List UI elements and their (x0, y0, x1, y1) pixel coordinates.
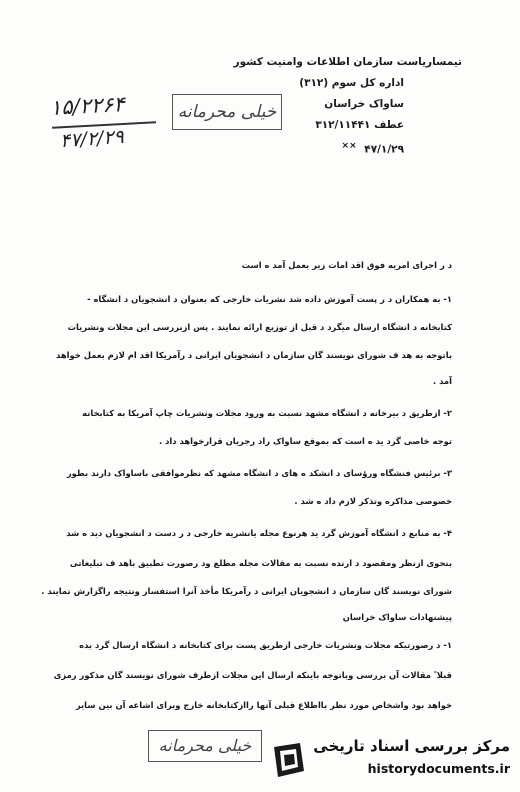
body-line: خصوصی مذاکره وتذکر لازم داد ه شد . (294, 496, 452, 506)
body-line: خواهد بود واشخاص مورد نظر بااطلاع قبلی آنها راازکتابخانه خارج وبرای اشاعه آن بین سایر (75, 700, 452, 710)
watermark-title: مرکز بررسی اسناد تاریخی (313, 737, 510, 755)
body-line: آمد . (433, 376, 452, 386)
archive-watermark (270, 735, 514, 787)
body-line: د ر اجرای امریه فوق اقد امات زیر بعمل آمد ه است (241, 260, 452, 270)
body-line: شورای نویسند گان سازمان د انشجویان ایرانی د رآمریکا مأخذ آنرا استفسار ونتیجه راگزارش نمایند . (41, 586, 452, 596)
header-recipient: تیمساریاست سازمان اطلاعات وامنیت کشور (233, 56, 462, 68)
body-line: بنحوی ازنظر ومقصود د ارنده نسبت به مقالات مجله مطلع ود رصورت تطبیق باهد ف تبلیغاتی (69, 558, 452, 568)
body-line: توجه خاصی گرد ید ه است که بموقع ساواک راد رجریان قرارخواهد داد . (159, 436, 452, 446)
body-line: ۴- به منابع د انشگاه آموزش گرد ید هرنوع مجله یانشریه خارجی د ر دست د انشجویان دید ه شد (66, 528, 452, 538)
handwritten-number: ۱۵/۲۲۶۴ (49, 92, 126, 120)
header-department: اداره کل سوم (۳۱۲) (299, 77, 404, 89)
body-line: پیشنهادات ساواک خراسان (342, 612, 452, 622)
body-line: قبلا ً مقالات آن بررسی وباتوجه باینکه ارسال این مجلات ازطرف شورای نویسند گان مذکور رمزی (53, 670, 452, 680)
body-line: کتابخانه د انشگاه ارسال میگرد د قبل از توزیع ارائه نمایند . پس ازبررسی این مجلات ونشریات (67, 322, 452, 332)
body-line: باتوجه به هد ف شورای نویسند گان سازمان د انشجویان ایرانی د رآمریکا اقد ام لازم بعمل خواهد (56, 350, 452, 360)
header-date-row (222, 136, 404, 161)
archive-logo-icon (270, 741, 308, 781)
body-line: ۳- برئیس فنشگاه ورؤسای د انشکد ه های د انشگاه مشهد که نظرموافقی باساواک دارند بطور (66, 468, 452, 478)
header-reference: عطف ۳۱۲/۱۱۴۴۱ (315, 119, 404, 131)
body-line: ۲- ازطریق د بیرخانه د انشگاه مشهد نسبت به ورود مجلات ونشریات چاپ آمریکا به کتابخانه (82, 408, 452, 418)
watermark-url: historydocuments.ir (367, 761, 510, 776)
body-line: ۱- به همکاران د ر پست آموزش داده شد نشریات خارجی که بعنوان د انشجویان د انشگاه - (87, 294, 452, 304)
body-line: ۱- د رصورتیکه مجلات ونشریات خارجی ازطریق پست برای کتابخانه د انشگاه ارسال گرد یده (79, 640, 452, 650)
classification-stamp-bottom: خیلی محرمانه (148, 730, 262, 762)
header-date-mark: ×× (341, 141, 357, 151)
classification-stamp-top: خیلی محرمانه (172, 94, 282, 130)
header-sender: ساواک خراسان (324, 98, 404, 110)
handwritten-date: ۴۷/۲/۲۹ (59, 125, 125, 153)
header-date: ۴۷/۱/۲۹ (364, 143, 404, 156)
